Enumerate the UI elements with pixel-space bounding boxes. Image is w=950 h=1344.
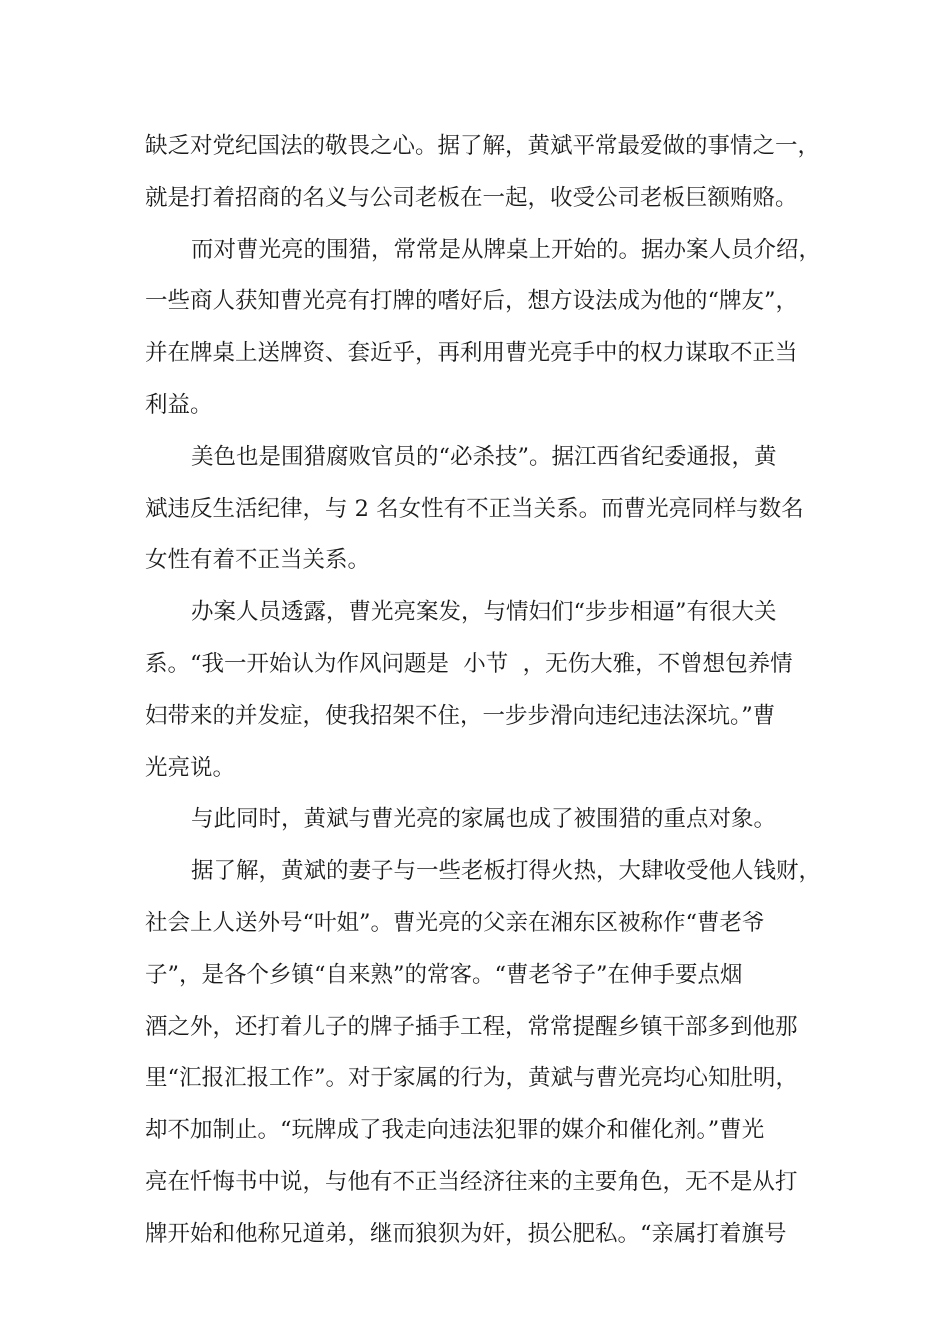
text-line: 并在牌桌上送牌资、套近乎，再利用曹光亮手中的权力谋取不正当 (145, 340, 798, 367)
text-line: 却不加制止。“玩牌成了我走向违法犯罪的媒介和催化剂。”曹光 (145, 1117, 765, 1144)
text-line: 牌开始和他称兄道弟，继而狼狈为奸，损公肥私。“亲属打着旗号 (145, 1220, 787, 1247)
text-line: 斌违反生活纪律，与 2 名女性有不正当关系。而曹光亮同样与数名 (145, 495, 804, 522)
text-line: 亮在忏悔书中说，与他有不正当经济往来的主要角色，无不是从打 (145, 1168, 798, 1195)
text-line: 系。“我一开始认为作风问题是 小节 ，无伤大雅，不曾想包养情 (145, 650, 793, 677)
text-line: 一些商人获知曹光亮有打牌的嗜好后，想方设法成为他的“牌友”， (145, 288, 799, 315)
text-line: 社会上人送外号“叶姐”。曹光亮的父亲在湘东区被称作“曹老爷 (145, 909, 765, 936)
text-line: 子”，是各个乡镇“自来熟”的常客。“曹老爷子”在伸手要点烟 (145, 961, 743, 988)
text-line: 女性有着不正当关系。 (145, 547, 371, 574)
body-text (145, 128, 835, 1268)
paragraph-start-line: 办案人员透露，曹光亮案发，与情妇们“步步相逼”有很大关 (191, 599, 777, 626)
text-line: 妇带来的并发症，使我招架不住，一步步滑向违纪违法深坑。”曹 (145, 702, 776, 729)
text-line: 酒之外，还打着儿子的牌子插手工程，常常提醒乡镇干部多到他那 (145, 1013, 798, 1040)
text-line: 就是打着招商的名义与公司老板在一起，收受公司老板巨额贿赂。 (145, 184, 798, 211)
paragraph-start-line: 据了解，黄斌的妻子与一些老板打得火热，大肆收受他人钱财， (191, 858, 822, 885)
paragraph-start-line: 美色也是围猎腐败官员的“必杀技”。据江西省纪委通报，黄 (191, 443, 777, 470)
text-line: 缺乏对党纪国法的敬畏之心。据了解，黄斌平常最爱做的事情之一， (145, 133, 821, 159)
text-line: 利益。 (145, 391, 213, 418)
text-line: 里“汇报汇报工作”。对于家属的行为，黄斌与曹光亮均心知肚明， (145, 1065, 799, 1092)
paragraph-start-line: 而对曹光亮的围猎，常常是从牌桌上开始的。据办案人员介绍， (191, 236, 822, 263)
paragraph-start-line: 与此同时，黄斌与曹光亮的家属也成了被围猎的重点对象。 (191, 806, 777, 833)
text-line: 光亮说。 (145, 754, 236, 781)
